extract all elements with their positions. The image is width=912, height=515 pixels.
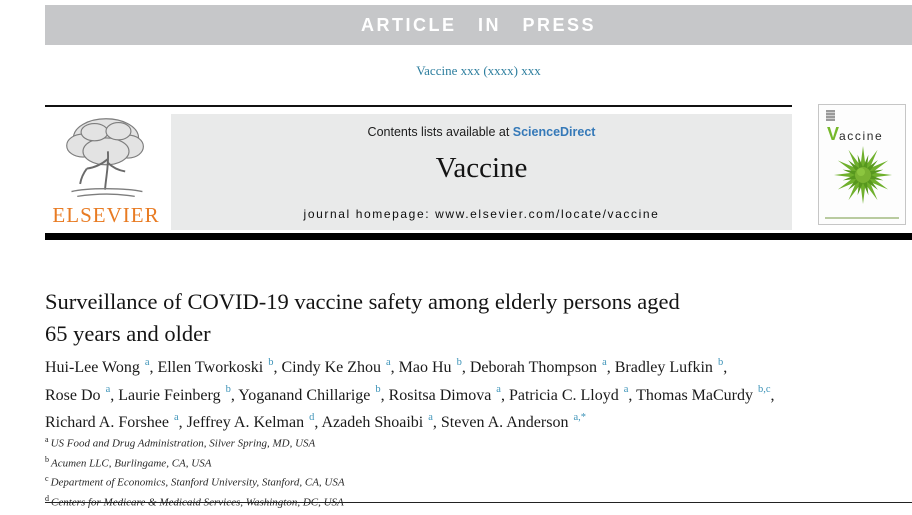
affiliation-mark: d [45, 493, 49, 503]
contents-line-text: Contents lists available at [367, 125, 513, 139]
article-title-line1: Surveillance of COVID-19 vaccine safety among elderly persons aged [45, 289, 680, 314]
author-name: Jeffrey A. Kelman $^d$, [186, 411, 322, 431]
journal-title: Vaccine [435, 152, 528, 184]
affiliation-list [45, 432, 345, 511]
section-divider-rule [45, 502, 912, 503]
author-affiliation-mark: b [225, 384, 231, 396]
author-affiliation-mark: b [268, 357, 274, 368]
author-name: Hui-Lee Wong $^a$, [45, 357, 158, 377]
author-affiliation-mark: b [456, 357, 462, 368]
author-name: Laurie Feinberg $^b$, [118, 384, 239, 404]
affiliation-mark: a [45, 435, 49, 444]
author-affiliation-mark: a [602, 357, 607, 368]
author-name: Cindy Ke Zhou $^a$, [281, 357, 399, 377]
author-affiliation-mark: b,c [758, 384, 771, 396]
virus-icon [830, 143, 896, 207]
author-affiliation-mark: a [144, 357, 150, 368]
article-in-press-banner [45, 5, 912, 45]
journal-homepage-url[interactable]: journal homepage: www.elsevier.com/locate/vaccine [303, 207, 660, 221]
affiliation-item: $^d$ Centers for Medicare & Medicaid Services, Washington, DC, USA [45, 493, 344, 509]
author-name: Azadeh Shoaibi $^a$, [321, 411, 441, 431]
cover-journal-title [827, 124, 883, 145]
affiliation-item: $^b$ Acumen LLC, Burlingame, CA, USA [45, 454, 212, 470]
journal-cover-thumbnail [818, 104, 906, 225]
author-affiliation-mark: a [496, 384, 501, 396]
author-affiliation-mark: b [375, 384, 381, 396]
affiliation-mark: c [45, 474, 49, 484]
cover-title-v: V [827, 124, 840, 144]
author-affiliation-mark: d [309, 411, 315, 423]
author-list [45, 352, 775, 434]
author-name: Ellen Tworkoski $^b$, [157, 357, 282, 377]
author-affiliation-mark: a [173, 411, 179, 423]
article-title [45, 286, 680, 350]
author-name: Steven A. Anderson $^{a,*}$ [440, 411, 586, 431]
journal-masthead [45, 105, 792, 231]
masthead-bottom-rule [45, 233, 912, 240]
contents-line [171, 125, 792, 139]
elsevier-tree-icon [58, 113, 154, 205]
author-name: Rose Do $^a$, [45, 384, 119, 404]
author-affiliation-mark: a,* [573, 411, 586, 423]
author-name: Deborah Thompson $^a$, [469, 357, 615, 377]
cover-mini-logo-icon [826, 110, 835, 121]
article-title-line2: 65 years and older [45, 321, 211, 346]
cover-caption-text [825, 217, 899, 219]
author-name: Bradley Lufkin $^b$, [614, 357, 728, 377]
author-affiliation-mark: a [428, 411, 433, 423]
author-line [45, 407, 775, 434]
article-in-press-label: ARTICLE IN PRESS [360, 14, 597, 35]
author-line [45, 379, 775, 406]
author-name: Patricia C. Lloyd $^a$, [508, 384, 637, 404]
affiliation-item: $^a$ US Food and Drug Administration, Silver Spring, MD, USA [45, 435, 316, 450]
author-affiliation-mark: b [717, 357, 724, 368]
affiliation-mark: b [45, 454, 49, 464]
elsevier-wordmark: ELSEVIER [52, 203, 160, 227]
affiliation-item: $^c$ Department of Economics, Stanford University, Stanford, CA, USA [45, 474, 345, 489]
author-name: Yoganand Chillarige $^b$, [238, 384, 389, 404]
elsevier-logo [45, 113, 167, 229]
author-affiliation-mark: a [623, 384, 629, 396]
author-name: Thomas MaCurdy $^{b,c}$, [636, 384, 775, 404]
journal-citation: Vaccine xxx (xxxx) xxx [416, 63, 541, 78]
author-affiliation-mark: a [105, 384, 111, 396]
masthead-graybox [171, 114, 792, 230]
sciencedirect-link[interactable]: ScienceDirect [512, 125, 596, 139]
author-name: Richard A. Forshee $^a$, [45, 411, 187, 431]
author-name: Rositsa Dimova $^a$, [388, 384, 509, 404]
cover-title-rest: accine [839, 129, 884, 143]
author-line [45, 352, 775, 379]
author-name: Mao Hu $^b$, [398, 357, 470, 377]
author-affiliation-mark: a [386, 357, 391, 368]
